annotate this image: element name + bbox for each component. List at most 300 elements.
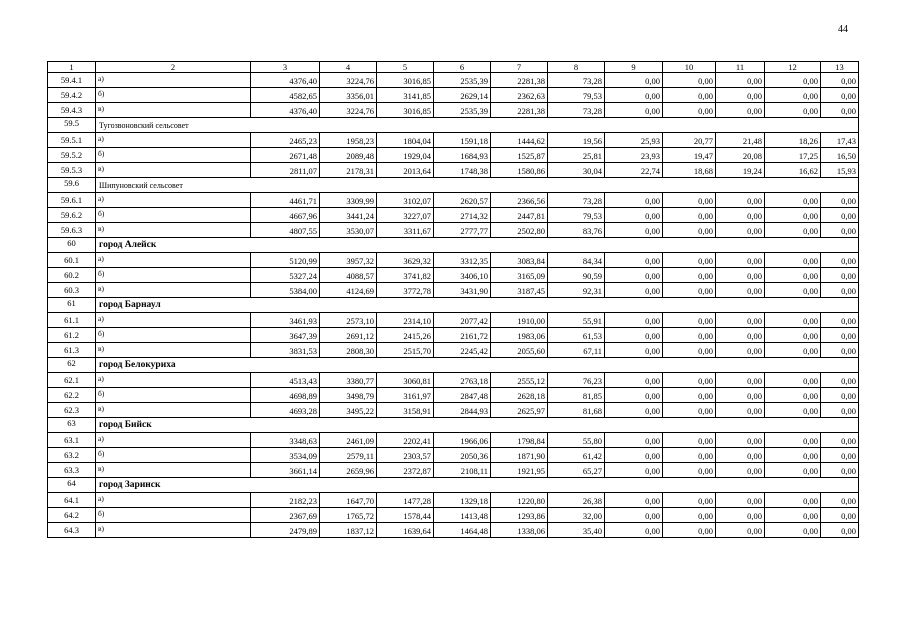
section-row	[48, 118, 859, 133]
value-cell: 2461,09	[320, 433, 377, 448]
value-cell: 0,00	[663, 343, 716, 358]
value-cell: 0,00	[765, 268, 821, 283]
row-label: а)	[96, 373, 251, 388]
value-cell: 0,00	[663, 403, 716, 418]
value-cell: 0,00	[605, 493, 663, 508]
value-cell: 0,00	[663, 223, 716, 238]
section-title: Тугозвоновский сельсовет	[96, 118, 859, 133]
value-cell: 2415,26	[377, 328, 434, 343]
value-cell: 73,28	[548, 193, 605, 208]
value-cell: 79,53	[548, 88, 605, 103]
table-row	[48, 103, 859, 118]
value-cell: 0,00	[716, 403, 765, 418]
value-cell: 3224,76	[320, 73, 377, 88]
row-label: в)	[96, 463, 251, 478]
value-cell: 0,00	[605, 523, 663, 538]
value-cell: 2847,48	[434, 388, 491, 403]
value-cell: 0,00	[821, 88, 859, 103]
row-number: 61.2	[48, 328, 96, 343]
value-cell: 2659,96	[320, 463, 377, 478]
value-cell: 0,00	[663, 373, 716, 388]
value-cell: 0,00	[605, 448, 663, 463]
value-cell: 2178,31	[320, 163, 377, 178]
value-cell: 0,00	[605, 403, 663, 418]
value-cell: 1338,06	[491, 523, 548, 538]
section-title: город Алейск	[96, 238, 859, 253]
value-cell: 3831,53	[251, 343, 320, 358]
value-cell: 0,00	[663, 523, 716, 538]
value-cell: 1910,00	[491, 313, 548, 328]
value-cell: 0,00	[821, 373, 859, 388]
column-header: 7	[491, 62, 548, 73]
value-cell: 83,76	[548, 223, 605, 238]
table-row	[48, 268, 859, 283]
row-label: а)	[96, 433, 251, 448]
value-cell: 0,00	[716, 523, 765, 538]
value-cell: 3406,10	[434, 268, 491, 283]
value-cell: 2314,10	[377, 313, 434, 328]
row-label: б)	[96, 208, 251, 223]
value-cell: 0,00	[765, 313, 821, 328]
value-cell: 0,00	[716, 193, 765, 208]
value-cell: 0,00	[821, 328, 859, 343]
value-cell: 1525,87	[491, 148, 548, 163]
column-header: 10	[663, 62, 716, 73]
value-cell: 1765,72	[320, 508, 377, 523]
value-cell: 4088,57	[320, 268, 377, 283]
value-cell: 0,00	[765, 373, 821, 388]
value-cell: 0,00	[821, 493, 859, 508]
table-row	[48, 508, 859, 523]
value-cell: 1580,86	[491, 163, 548, 178]
value-cell: 2573,10	[320, 313, 377, 328]
row-number: 59.6.2	[48, 208, 96, 223]
value-cell: 4582,65	[251, 88, 320, 103]
value-cell: 1647,70	[320, 493, 377, 508]
value-cell: 79,53	[548, 208, 605, 223]
table-row	[48, 388, 859, 403]
column-header: 9	[605, 62, 663, 73]
table-row	[48, 403, 859, 418]
value-cell: 0,00	[663, 313, 716, 328]
value-cell: 0,00	[765, 193, 821, 208]
value-cell: 0,00	[765, 208, 821, 223]
value-cell: 81,68	[548, 403, 605, 418]
value-cell: 4124,69	[320, 283, 377, 298]
value-cell: 1444,62	[491, 133, 548, 148]
value-cell: 0,00	[716, 283, 765, 298]
value-cell: 0,00	[716, 373, 765, 388]
value-cell: 0,00	[605, 313, 663, 328]
row-number: 63.3	[48, 463, 96, 478]
value-cell: 0,00	[716, 343, 765, 358]
section-row	[48, 418, 859, 433]
value-cell: 0,00	[605, 88, 663, 103]
value-cell: 0,00	[821, 268, 859, 283]
row-label: б)	[96, 148, 251, 163]
value-cell: 2108,11	[434, 463, 491, 478]
column-header: 1	[48, 62, 96, 73]
value-cell: 2628,18	[491, 388, 548, 403]
value-cell: 25,93	[605, 133, 663, 148]
value-cell: 26,38	[548, 493, 605, 508]
value-cell: 0,00	[765, 103, 821, 118]
value-cell: 73,28	[548, 73, 605, 88]
value-cell: 0,00	[663, 103, 716, 118]
row-number: 62.1	[48, 373, 96, 388]
value-cell: 2447,81	[491, 208, 548, 223]
value-cell: 2367,69	[251, 508, 320, 523]
value-cell: 4693,28	[251, 403, 320, 418]
value-cell: 73,28	[548, 103, 605, 118]
value-cell: 1837,12	[320, 523, 377, 538]
row-label: а)	[96, 313, 251, 328]
value-cell: 4667,96	[251, 208, 320, 223]
value-cell: 3957,32	[320, 253, 377, 268]
value-cell: 0,00	[663, 493, 716, 508]
table-row	[48, 313, 859, 328]
value-cell: 0,00	[716, 103, 765, 118]
value-cell: 0,00	[765, 283, 821, 298]
table-row	[48, 328, 859, 343]
row-number: 62.3	[48, 403, 96, 418]
value-cell: 1804,04	[377, 133, 434, 148]
row-label: б)	[96, 448, 251, 463]
section-title: Шипуновский сельсовет	[96, 178, 859, 193]
row-number: 62	[48, 358, 96, 373]
value-cell: 0,00	[605, 268, 663, 283]
value-cell: 20,77	[663, 133, 716, 148]
value-cell: 0,00	[663, 463, 716, 478]
value-cell: 0,00	[821, 313, 859, 328]
value-cell: 1983,06	[491, 328, 548, 343]
row-label: в)	[96, 163, 251, 178]
value-cell: 0,00	[663, 328, 716, 343]
value-cell: 25,81	[548, 148, 605, 163]
row-label: в)	[96, 403, 251, 418]
value-cell: 0,00	[716, 253, 765, 268]
value-cell: 1329,18	[434, 493, 491, 508]
value-cell: 2362,63	[491, 88, 548, 103]
value-cell: 0,00	[765, 73, 821, 88]
row-number: 63.2	[48, 448, 96, 463]
value-cell: 2465,23	[251, 133, 320, 148]
value-cell: 2763,18	[434, 373, 491, 388]
value-cell: 35,40	[548, 523, 605, 538]
value-cell: 19,56	[548, 133, 605, 148]
value-cell: 67,11	[548, 343, 605, 358]
value-cell: 2535,39	[434, 103, 491, 118]
table-row	[48, 133, 859, 148]
value-cell: 3495,22	[320, 403, 377, 418]
row-number: 59.6	[48, 178, 96, 193]
table-row	[48, 433, 859, 448]
value-cell: 3348,63	[251, 433, 320, 448]
value-cell: 3083,84	[491, 253, 548, 268]
value-cell: 20,08	[716, 148, 765, 163]
column-header: 5	[377, 62, 434, 73]
value-cell: 0,00	[821, 388, 859, 403]
value-cell: 2303,57	[377, 448, 434, 463]
value-cell: 3312,35	[434, 253, 491, 268]
value-cell: 2089,48	[320, 148, 377, 163]
value-cell: 19,47	[663, 148, 716, 163]
value-cell: 3158,91	[377, 403, 434, 418]
value-cell: 17,43	[821, 133, 859, 148]
value-cell: 0,00	[821, 193, 859, 208]
row-number: 59.5.2	[48, 148, 96, 163]
value-cell: 18,68	[663, 163, 716, 178]
value-cell: 0,00	[765, 403, 821, 418]
value-cell: 0,00	[821, 73, 859, 88]
column-header: 2	[96, 62, 251, 73]
value-cell: 3461,93	[251, 313, 320, 328]
value-cell: 0,00	[605, 253, 663, 268]
row-label: а)	[96, 253, 251, 268]
value-cell: 3224,76	[320, 103, 377, 118]
value-cell: 0,00	[716, 223, 765, 238]
table-row	[48, 163, 859, 178]
row-label: а)	[96, 73, 251, 88]
value-cell: 2077,42	[434, 313, 491, 328]
row-number: 59.5.3	[48, 163, 96, 178]
row-number: 60.3	[48, 283, 96, 298]
value-cell: 3530,07	[320, 223, 377, 238]
value-cell: 2579,11	[320, 448, 377, 463]
value-cell: 0,00	[663, 208, 716, 223]
value-cell: 0,00	[716, 448, 765, 463]
value-cell: 0,00	[716, 508, 765, 523]
table-row	[48, 283, 859, 298]
table-row	[48, 523, 859, 538]
table-header-row	[48, 62, 859, 73]
row-label: а)	[96, 493, 251, 508]
table-row	[48, 448, 859, 463]
value-cell: 3309,99	[320, 193, 377, 208]
value-cell: 0,00	[765, 433, 821, 448]
value-cell: 1966,06	[434, 433, 491, 448]
row-label: в)	[96, 523, 251, 538]
value-cell: 2366,56	[491, 193, 548, 208]
value-cell: 1413,48	[434, 508, 491, 523]
section-title: город Барнаул	[96, 298, 859, 313]
row-number: 61	[48, 298, 96, 313]
section-title: город Заринск	[96, 478, 859, 493]
value-cell: 0,00	[605, 373, 663, 388]
value-cell: 2245,42	[434, 343, 491, 358]
value-cell: 2629,14	[434, 88, 491, 103]
value-cell: 2620,57	[434, 193, 491, 208]
value-cell: 0,00	[821, 103, 859, 118]
column-header: 12	[765, 62, 821, 73]
value-cell: 0,00	[716, 88, 765, 103]
value-cell: 0,00	[663, 283, 716, 298]
value-cell: 0,00	[605, 193, 663, 208]
value-cell: 76,23	[548, 373, 605, 388]
value-cell: 4513,43	[251, 373, 320, 388]
value-cell: 2691,12	[320, 328, 377, 343]
value-cell: 1871,90	[491, 448, 548, 463]
value-cell: 65,27	[548, 463, 605, 478]
column-header: 11	[716, 62, 765, 73]
table-row	[48, 253, 859, 268]
value-cell: 2625,97	[491, 403, 548, 418]
value-cell: 55,80	[548, 433, 605, 448]
value-cell: 0,00	[821, 343, 859, 358]
row-number: 59.6.3	[48, 223, 96, 238]
table-body	[48, 73, 859, 538]
section-row	[48, 298, 859, 313]
row-number: 59.6.1	[48, 193, 96, 208]
value-cell: 2777,77	[434, 223, 491, 238]
table-row	[48, 73, 859, 88]
row-number: 60	[48, 238, 96, 253]
value-cell: 0,00	[605, 463, 663, 478]
value-cell: 0,00	[765, 388, 821, 403]
value-cell: 1921,95	[491, 463, 548, 478]
value-cell: 0,00	[605, 283, 663, 298]
section-row	[48, 478, 859, 493]
value-cell: 0,00	[765, 523, 821, 538]
row-number: 64	[48, 478, 96, 493]
value-cell: 0,00	[716, 463, 765, 478]
value-cell: 0,00	[765, 223, 821, 238]
value-cell: 92,31	[548, 283, 605, 298]
value-cell: 0,00	[663, 388, 716, 403]
value-cell: 2281,38	[491, 73, 548, 88]
table-row	[48, 373, 859, 388]
value-cell: 5327,24	[251, 268, 320, 283]
value-cell: 0,00	[663, 508, 716, 523]
value-cell: 0,00	[716, 388, 765, 403]
value-cell: 4807,55	[251, 223, 320, 238]
value-cell: 0,00	[821, 523, 859, 538]
value-cell: 4376,40	[251, 73, 320, 88]
value-cell: 3141,85	[377, 88, 434, 103]
table-row	[48, 88, 859, 103]
value-cell: 3534,09	[251, 448, 320, 463]
value-cell: 0,00	[765, 88, 821, 103]
table-row	[48, 193, 859, 208]
row-number: 59.4.3	[48, 103, 96, 118]
column-header: 8	[548, 62, 605, 73]
row-number: 59.5.1	[48, 133, 96, 148]
value-cell: 2515,70	[377, 343, 434, 358]
value-cell: 2055,60	[491, 343, 548, 358]
value-cell: 0,00	[605, 328, 663, 343]
value-cell: 0,00	[605, 388, 663, 403]
value-cell: 3629,32	[377, 253, 434, 268]
value-cell: 23,93	[605, 148, 663, 163]
value-cell: 4461,71	[251, 193, 320, 208]
value-cell: 5384,00	[251, 283, 320, 298]
section-title: город Белокуриха	[96, 358, 859, 373]
row-label: б)	[96, 88, 251, 103]
table-row	[48, 148, 859, 163]
value-cell: 2479,89	[251, 523, 320, 538]
value-cell: 0,00	[821, 433, 859, 448]
value-cell: 0,00	[716, 208, 765, 223]
value-cell: 3647,39	[251, 328, 320, 343]
value-cell: 0,00	[765, 463, 821, 478]
value-cell: 1578,44	[377, 508, 434, 523]
value-cell: 1929,04	[377, 148, 434, 163]
value-cell: 61,53	[548, 328, 605, 343]
value-cell: 3016,85	[377, 103, 434, 118]
value-cell: 16,62	[765, 163, 821, 178]
row-label: в)	[96, 103, 251, 118]
value-cell: 0,00	[605, 223, 663, 238]
value-cell: 1798,84	[491, 433, 548, 448]
section-row	[48, 358, 859, 373]
row-number: 64.3	[48, 523, 96, 538]
value-cell: 2050,36	[434, 448, 491, 463]
value-cell: 3227,07	[377, 208, 434, 223]
value-cell: 0,00	[765, 328, 821, 343]
value-cell: 30,04	[548, 163, 605, 178]
row-number: 63.1	[48, 433, 96, 448]
value-cell: 0,00	[663, 193, 716, 208]
value-cell: 3016,85	[377, 73, 434, 88]
value-cell: 3161,97	[377, 388, 434, 403]
value-cell: 3102,07	[377, 193, 434, 208]
column-header: 13	[821, 62, 859, 73]
table-row	[48, 223, 859, 238]
value-cell: 0,00	[663, 433, 716, 448]
value-cell: 0,00	[765, 508, 821, 523]
value-cell: 0,00	[821, 223, 859, 238]
row-number: 61.1	[48, 313, 96, 328]
value-cell: 19,24	[716, 163, 765, 178]
value-cell: 3741,82	[377, 268, 434, 283]
value-cell: 0,00	[663, 268, 716, 283]
table-row	[48, 493, 859, 508]
value-cell: 2808,30	[320, 343, 377, 358]
value-cell: 0,00	[716, 493, 765, 508]
value-cell: 0,00	[821, 463, 859, 478]
value-cell: 2161,72	[434, 328, 491, 343]
value-cell: 3661,14	[251, 463, 320, 478]
row-number: 64.1	[48, 493, 96, 508]
value-cell: 32,00	[548, 508, 605, 523]
value-cell: 2502,80	[491, 223, 548, 238]
value-cell: 0,00	[605, 103, 663, 118]
row-number: 62.2	[48, 388, 96, 403]
column-header: 6	[434, 62, 491, 73]
value-cell: 3060,81	[377, 373, 434, 388]
value-cell: 0,00	[663, 88, 716, 103]
value-cell: 61,42	[548, 448, 605, 463]
row-label: в)	[96, 283, 251, 298]
value-cell: 1748,38	[434, 163, 491, 178]
row-label: в)	[96, 223, 251, 238]
value-cell: 2714,32	[434, 208, 491, 223]
value-cell: 2555,12	[491, 373, 548, 388]
row-number: 63	[48, 418, 96, 433]
row-number: 60.2	[48, 268, 96, 283]
value-cell: 1684,93	[434, 148, 491, 163]
value-cell: 4376,40	[251, 103, 320, 118]
value-cell: 0,00	[605, 433, 663, 448]
value-cell: 1293,86	[491, 508, 548, 523]
table-row	[48, 208, 859, 223]
value-cell: 3165,09	[491, 268, 548, 283]
value-cell: 90,59	[548, 268, 605, 283]
value-cell: 18,26	[765, 133, 821, 148]
value-cell: 22,74	[605, 163, 663, 178]
table-row	[48, 343, 859, 358]
row-label: б)	[96, 388, 251, 403]
